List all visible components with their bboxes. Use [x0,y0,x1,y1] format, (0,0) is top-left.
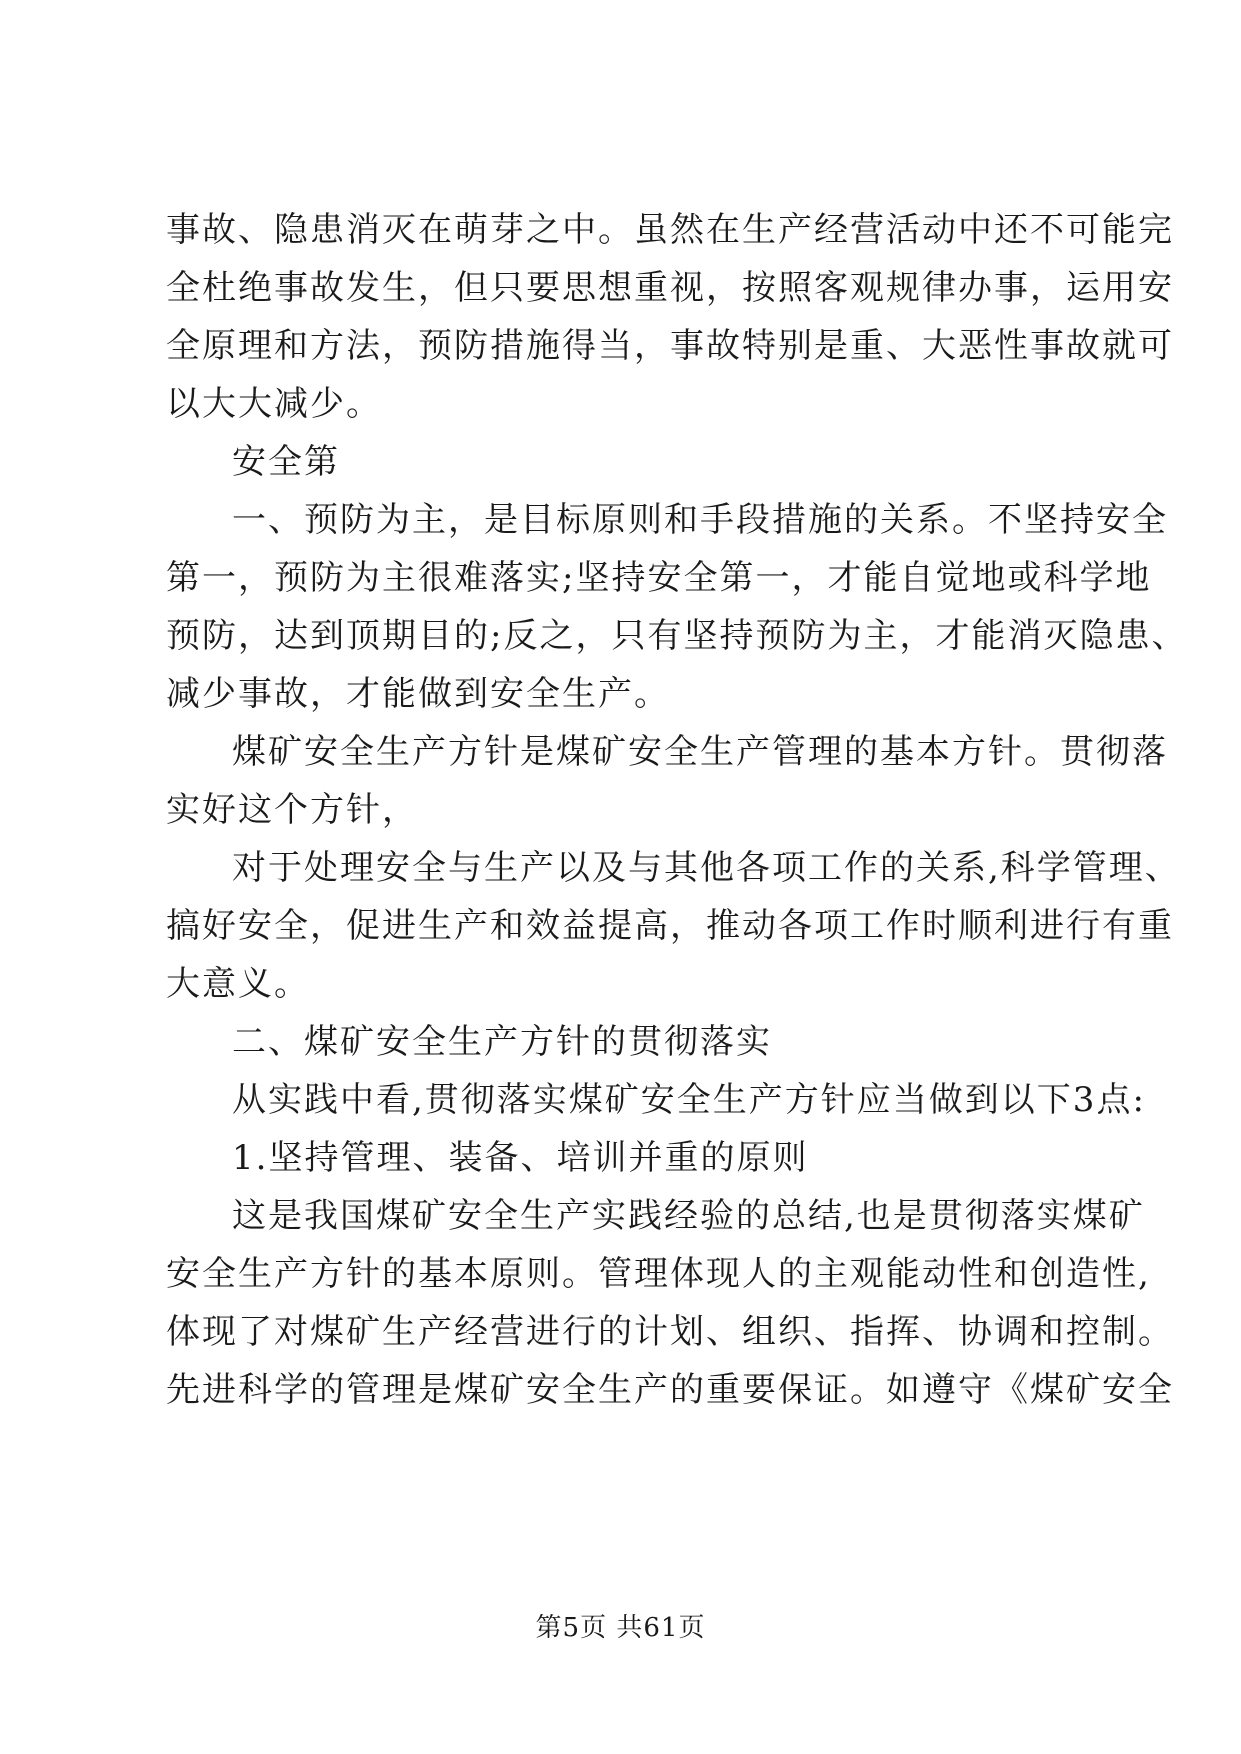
text-line: 对于处理安全与生产以及与其他各项工作的关系,科学管理、 [232,848,1181,888]
text-line: 安全第 [232,442,340,482]
text-line: 这是我国煤矿安全生产实践经验的总结,也是贯彻落实煤矿 [232,1196,1145,1236]
text-line: 事故、隐患消灭在萌芽之中。虽然在生产经营活动中还不可能完 [166,210,1174,250]
text-line: 搞好安全，促进生产和效益提高，推动各项工作时顺利进行有重 [166,906,1174,946]
text-line: 大意义。 [166,964,310,1004]
text-line: 煤矿安全生产方针是煤矿安全生产管理的基本方针。贯彻落 [232,732,1168,772]
text-line: 一、预防为主，是目标原则和手段措施的关系。不坚持安全 [232,500,1168,540]
text-line: 全杜绝事故发生，但只要思想重视，按照客观规律办事，运用安 [166,268,1174,308]
text-line: 1.坚持管理、装备、培训并重的原则 [232,1138,809,1178]
text-line: 减少事故，才能做到安全生产。 [166,674,670,714]
text-line: 从实践中看,贯彻落实煤矿安全生产方针应当做到以下3点: [232,1080,1146,1120]
text-line: 以大大减少。 [166,384,382,424]
text-line: 第一，预防为主很难落实;坚持安全第一，才能自觉地或科学地 [166,558,1152,598]
page-footer: 第5页 共61页 [535,1613,706,1643]
text-line: 全原理和方法，预防措施得当，事故特别是重、大恶性事故就可 [166,326,1174,366]
text-line: 先进科学的管理是煤矿安全生产的重要保证。如遵守《煤矿安全 [166,1370,1174,1410]
text-line: 体现了对煤矿生产经营进行的计划、组织、指挥、协调和控制。 [166,1312,1174,1352]
text-line: 预防，达到顶期目的;反之，只有坚持预防为主，才能消灭隐患、 [166,616,1188,656]
text-line: 实好这个方针， [166,790,418,830]
text-line: 安全生产方针的基本原则。管理体现人的主观能动性和创造性, [166,1254,1151,1294]
text-line: 二、煤矿安全生产方针的贯彻落实 [232,1022,772,1062]
